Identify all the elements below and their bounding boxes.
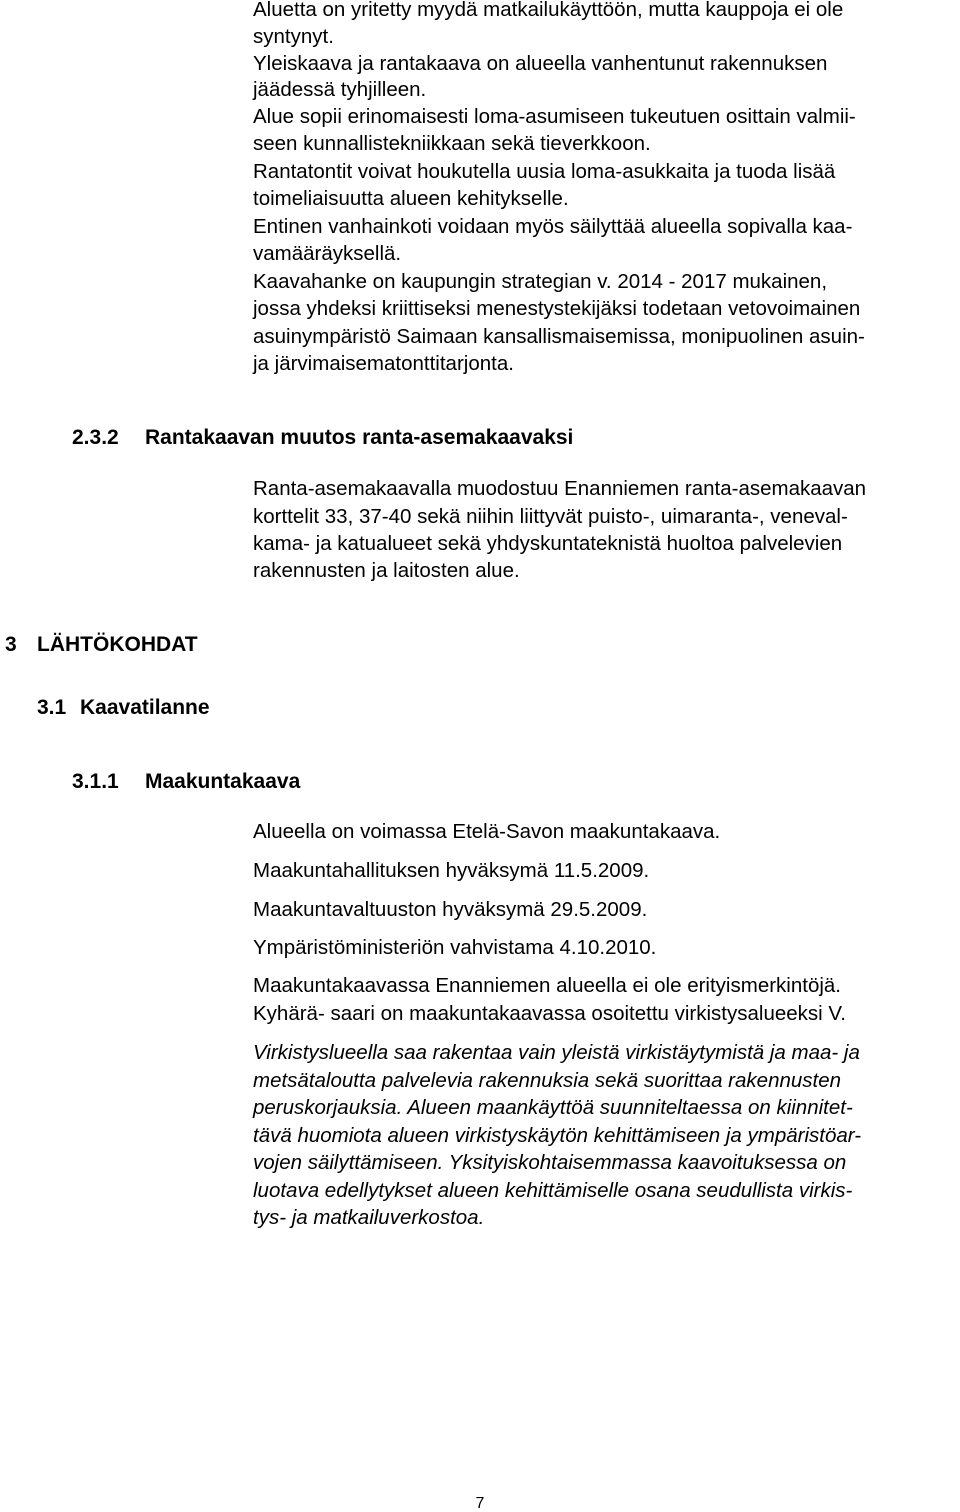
intro-line: seen kunnallistekniikkaan sekä tieverkkoon. bbox=[253, 132, 651, 155]
paragraph-line: rakennusten ja laitosten alue. bbox=[253, 559, 520, 582]
intro-line: toimeliaisuutta alueen kehitykselle. bbox=[253, 187, 569, 210]
intro-line: vamääräyksellä. bbox=[253, 242, 402, 265]
intro-line: ja järvimaisematonttitarjonta. bbox=[253, 352, 514, 375]
fact-line: Ympäristöministeriön vahvistama 4.10.2010. bbox=[253, 936, 657, 959]
intro-line: Yleiskaava ja rantakaava on alueella vanhentunut rakennuksen bbox=[253, 52, 828, 75]
quote-line: luotava edellytykset alueen kehittämiselle osana seudullista virkis- bbox=[253, 1179, 853, 1202]
section-title-3-1-1: Maakuntakaava bbox=[145, 770, 301, 793]
fact-line: Maakuntahallituksen hyväksymä 11.5.2009. bbox=[253, 859, 650, 882]
note-line: Maakuntakaavassa Enanniemen alueella ei ole erityismerkintöjä. bbox=[253, 974, 841, 997]
paragraph-line: Ranta-asemakaavalla muodostuu Enanniemen ranta-asemakaavan bbox=[253, 477, 867, 500]
intro-line: Aluetta on yritetty myydä matkailukäyttöön, mutta kauppoja ei ole bbox=[253, 0, 844, 21]
quote-line: metsätaloutta palvelevia rakennuksia sekä suorittaa rakennusten bbox=[253, 1069, 842, 1092]
intro-line: Entinen vanhainkoti voidaan myös säilyttää alueella sopivalla kaa- bbox=[253, 215, 853, 238]
chapter-title-3: LÄHTÖKOHDAT bbox=[37, 633, 198, 656]
paragraph-line: kama- ja katualueet sekä yhdyskuntateknistä huoltoa palvelevien bbox=[253, 532, 843, 555]
quote-line: vojen säilyttämiseen. Yksityiskohtaisemmassa kaavoituksessa on bbox=[253, 1151, 847, 1174]
intro-line: Kaavahanke on kaupungin strategian v. 2014 - 2017 mukainen, bbox=[253, 270, 828, 293]
intro-line: asuinympäristö Saimaan kansallismaisemissa, monipuolinen asuin- bbox=[253, 325, 865, 348]
quote-line: peruskorjauksia. Alueen maankäyttöä suunniteltaessa on kiinnitet- bbox=[253, 1096, 853, 1119]
quote-line: tävä huomiota alueen virkistyskäytön kehittämiseen ja ympäristöar- bbox=[253, 1124, 862, 1147]
section-number-3-1-1: 3.1.1 bbox=[72, 770, 119, 793]
quote-line: tys- ja matkailuverkostoa. bbox=[253, 1206, 485, 1229]
section-title-3-1: Kaavatilanne bbox=[80, 696, 210, 719]
quote-line: Virkistyslueella saa rakentaa vain yleistä virkistäytymistä ja maa- ja bbox=[253, 1041, 860, 1064]
fact-line: Alueella on voimassa Etelä-Savon maakuntakaava. bbox=[253, 820, 721, 843]
section-number-2-3-2: 2.3.2 bbox=[72, 426, 119, 449]
section-title-2-3-2: Rantakaavan muutos ranta-asemakaavaksi bbox=[145, 426, 574, 449]
chapter-number-3: 3 bbox=[5, 633, 17, 656]
intro-line: Alue sopii erinomaisesti loma-asumiseen tukeutuen osittain valmii- bbox=[253, 105, 856, 128]
intro-line: syntynyt. bbox=[253, 25, 334, 48]
intro-line: jossa yhdeksi kriittiseksi menestystekijäksi todetaan vetovoimainen bbox=[253, 297, 861, 320]
intro-line: jäädessä tyhjilleen. bbox=[253, 78, 427, 101]
paragraph-line: korttelit 33, 37-40 sekä niihin liittyvät puisto-, uimaranta-, veneval- bbox=[253, 505, 848, 528]
page-number: 7 bbox=[475, 1495, 485, 1512]
fact-line: Maakuntavaltuuston hyväksymä 29.5.2009. bbox=[253, 898, 648, 921]
intro-line: Rantatontit voivat houkutella uusia loma-asukkaita ja tuoda lisää bbox=[253, 160, 836, 183]
note-line: Kyhärä- saari on maakuntakaavassa osoitettu virkistysalueeksi V. bbox=[253, 1002, 846, 1025]
section-number-3-1: 3.1 bbox=[37, 696, 67, 719]
